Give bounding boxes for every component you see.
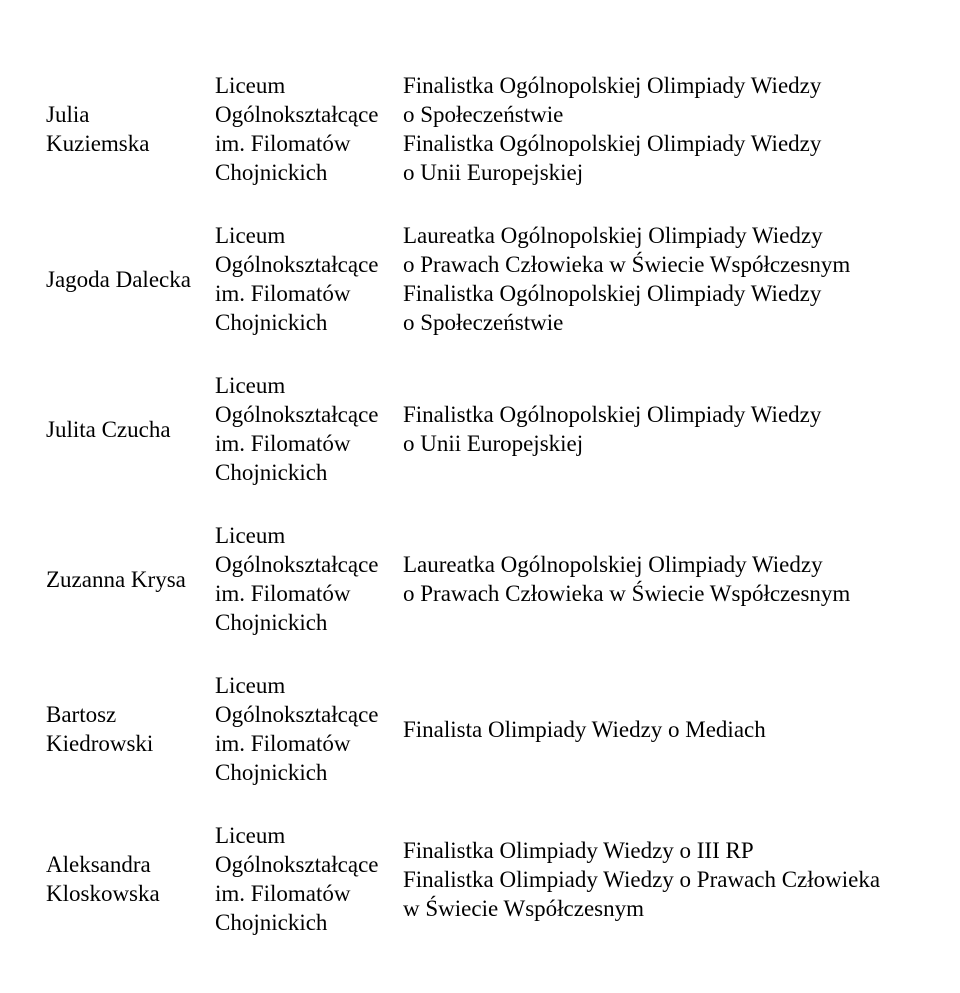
- achievement-line: o Społeczeństwie: [403, 310, 564, 335]
- table-row: [46, 504, 946, 654]
- school-line: Chojnickich: [215, 310, 328, 335]
- school-line: im. Filomatów: [215, 131, 351, 156]
- achievements: [403, 550, 946, 608]
- school-line: Chojnickich: [215, 610, 328, 635]
- achievement-line: Finalistka Ogólnopolskiej Olimpiady Wiedzy: [403, 73, 822, 98]
- achievement-line: Finalistka Ogólnopolskiej Olimpiady Wiedzy: [403, 131, 822, 156]
- name-line: Kloskowska: [46, 881, 160, 906]
- school-line: Ogólnokształcące: [215, 852, 379, 877]
- name-line: Bartosz: [46, 702, 117, 727]
- achievement-line: Finalistka Olimpiady Wiedzy o III RP: [403, 837, 754, 863]
- achievements: [403, 836, 946, 923]
- school-name: [215, 221, 403, 337]
- achievement-line: Finalistka Ogólnopolskiej Olimpiady Wiedzy: [403, 402, 822, 427]
- achievement-line: Finalista Olimpiady Wiedzy o Mediach: [403, 716, 766, 742]
- school-line: im. Filomatów: [215, 281, 351, 306]
- achievement-line: o Unii Europejskiej: [403, 160, 584, 185]
- name-line: Julia: [46, 102, 90, 127]
- name-line: Aleksandra: [46, 852, 151, 877]
- school-name: [215, 521, 403, 637]
- school-line: Liceum: [215, 523, 286, 548]
- name-line: Kiedrowski: [46, 731, 154, 756]
- student-name: [46, 565, 215, 594]
- school-name: [215, 71, 403, 187]
- table-row: [46, 354, 946, 504]
- school-line: Chojnickich: [215, 910, 328, 935]
- student-name: [46, 415, 215, 444]
- school-line: Liceum: [215, 823, 286, 848]
- student-name: [46, 850, 215, 908]
- laureates-table: [46, 54, 946, 954]
- achievement-line: w Świecie Współczesnym: [403, 895, 645, 921]
- table-row: [46, 54, 946, 204]
- school-name: [215, 821, 403, 937]
- school-line: im. Filomatów: [215, 731, 351, 756]
- school-line: Chojnickich: [215, 460, 328, 485]
- school-line: Ogólnokształcące: [215, 252, 379, 277]
- student-name: [46, 265, 215, 294]
- school-line: im. Filomatów: [215, 581, 351, 606]
- name-line: Zuzanna Krysa: [46, 566, 186, 592]
- achievement-line: Finalistka Ogólnopolskiej Olimpiady Wiedzy: [403, 281, 822, 306]
- achievement-line: Finalistka Olimpiady Wiedzy o Prawach Człowieka: [403, 866, 881, 892]
- school-line: Ogólnokształcące: [215, 402, 379, 427]
- school-line: Chojnickich: [215, 160, 328, 185]
- school-line: Liceum: [215, 73, 286, 98]
- table-row: [46, 204, 946, 354]
- name-line: Julita Czucha: [46, 416, 171, 442]
- achievement-line: Laureatka Ogólnopolskiej Olimpiady Wiedzy: [403, 552, 823, 577]
- school-line: Ogólnokształcące: [215, 552, 379, 577]
- achievements: [403, 221, 946, 337]
- school-line: Chojnickich: [215, 760, 328, 785]
- school-line: Liceum: [215, 373, 286, 398]
- school-line: Ogólnokształcące: [215, 102, 379, 127]
- school-name: [215, 371, 403, 487]
- achievements: [403, 400, 946, 458]
- table-row: [46, 654, 946, 804]
- student-name: [46, 700, 215, 758]
- achievement-line: o Prawach Człowieka w Świecie Współczesnym: [403, 252, 851, 277]
- school-line: Ogólnokształcące: [215, 702, 379, 727]
- achievement-line: o Prawach Człowieka w Świecie Współczesnym: [403, 581, 851, 606]
- school-name: [215, 671, 403, 787]
- name-line: Kuziemska: [46, 131, 150, 156]
- name-line: Jagoda Dalecka: [46, 266, 191, 292]
- achievements: [403, 71, 946, 187]
- school-line: im. Filomatów: [215, 431, 351, 456]
- school-line: Liceum: [215, 673, 286, 698]
- achievement-line: Laureatka Ogólnopolskiej Olimpiady Wiedzy: [403, 223, 823, 248]
- achievement-line: o Społeczeństwie: [403, 102, 564, 127]
- school-line: im. Filomatów: [215, 881, 351, 906]
- student-name: [46, 100, 215, 158]
- achievements: [403, 715, 946, 744]
- school-line: Liceum: [215, 223, 286, 248]
- table-row: [46, 804, 946, 954]
- achievement-line: o Unii Europejskiej: [403, 431, 584, 456]
